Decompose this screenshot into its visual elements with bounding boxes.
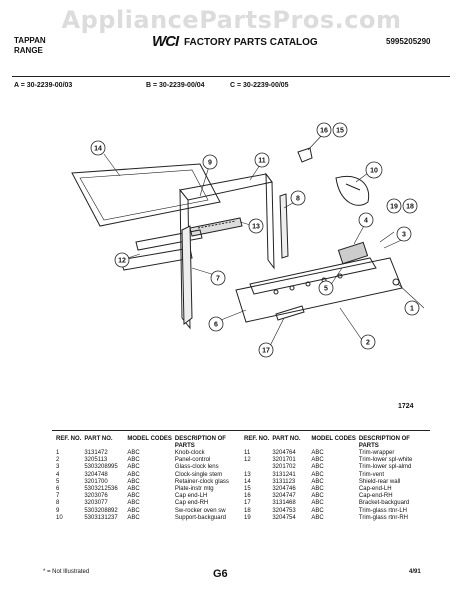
svg-text:12: 12 bbox=[118, 257, 126, 265]
cell-codes: ABC bbox=[311, 457, 324, 464]
svg-text:15: 15 bbox=[336, 127, 344, 135]
cell-codes: ABC bbox=[311, 500, 324, 507]
cell-desc: Trim-lower spl-almd bbox=[358, 464, 412, 471]
cell-desc: Knob-clock bbox=[174, 450, 205, 456]
cell-desc: Panel-control bbox=[174, 457, 211, 464]
table-row bbox=[244, 500, 426, 507]
cell-codes: ABC bbox=[127, 500, 140, 507]
cell-codes: ABC bbox=[127, 471, 140, 478]
cell-codes: ABC bbox=[127, 450, 140, 456]
cell-codes: ABC bbox=[311, 478, 324, 485]
table-row bbox=[56, 457, 240, 464]
cell-ref: 10 bbox=[56, 514, 63, 521]
cell-part: 3131468 bbox=[272, 500, 296, 507]
model-b: B = 30-2239-00/04 bbox=[146, 82, 205, 89]
cell-ref: 19 bbox=[244, 514, 251, 521]
svg-text:19: 19 bbox=[390, 203, 398, 211]
svg-text:6: 6 bbox=[214, 321, 218, 329]
part-header: PART NO. bbox=[272, 436, 301, 442]
table-row bbox=[56, 479, 240, 486]
parts-table-right bbox=[244, 436, 426, 522]
cell-desc: Cap end-RH bbox=[174, 500, 209, 507]
cell-codes: ABC bbox=[127, 457, 140, 464]
svg-text:1: 1 bbox=[410, 305, 414, 313]
table-row bbox=[244, 479, 426, 486]
ref-header: REF. NO. bbox=[244, 436, 270, 442]
table-row bbox=[56, 508, 240, 515]
brand-name: TAPPAN bbox=[14, 36, 46, 45]
cell-ref: 14 bbox=[244, 478, 251, 485]
cell-ref: 17 bbox=[244, 500, 251, 507]
table-row bbox=[244, 457, 426, 464]
cell-codes: ABC bbox=[127, 464, 140, 471]
cell-part: 3131241 bbox=[272, 471, 296, 478]
cell-part: 3203077 bbox=[84, 500, 108, 507]
footnote: * = Not Illustrated bbox=[43, 569, 90, 575]
cell-part: 3131123 bbox=[272, 478, 296, 485]
cell-part: 3204746 bbox=[272, 486, 296, 493]
cell-codes: ABC bbox=[311, 493, 324, 500]
cell-desc: Plate-instr mtg bbox=[174, 486, 214, 493]
svg-text:10: 10 bbox=[370, 167, 378, 175]
table-header bbox=[244, 436, 426, 450]
catalog-number: 5995205290 bbox=[386, 37, 431, 46]
table-row bbox=[244, 508, 426, 515]
desc-header: DESCRIPTION OF PARTS bbox=[174, 436, 226, 449]
table-row bbox=[56, 500, 240, 507]
cell-ref: 12 bbox=[244, 457, 251, 464]
revision-date: 4/91 bbox=[409, 569, 421, 575]
cell-codes: ABC bbox=[311, 471, 324, 478]
product-type: RANGE bbox=[14, 46, 43, 55]
cell-ref: 5 bbox=[56, 478, 60, 485]
cell-desc: Shield-rear wall bbox=[358, 478, 401, 485]
model-a: A = 30-2239-00/03 bbox=[14, 82, 73, 89]
table-row bbox=[244, 472, 426, 479]
cell-ref: 15 bbox=[244, 486, 251, 493]
table-row bbox=[56, 472, 240, 479]
table-row bbox=[56, 486, 240, 493]
cell-ref: 4 bbox=[56, 471, 60, 478]
brand-block bbox=[14, 36, 46, 56]
model-c: C = 30-2239-00/05 bbox=[230, 82, 289, 89]
cell-part: 3204747 bbox=[272, 493, 296, 500]
svg-text:13: 13 bbox=[252, 223, 260, 231]
table-row bbox=[56, 493, 240, 500]
cell-codes: ABC bbox=[127, 514, 140, 521]
cell-ref: 3 bbox=[56, 464, 60, 471]
cell-desc: Cap end-LH bbox=[174, 493, 208, 500]
cell-desc: Trim-wrapper bbox=[358, 450, 395, 456]
exploded-parts-diagram bbox=[40, 118, 440, 368]
svg-text:9: 9 bbox=[208, 159, 212, 167]
svg-text:3: 3 bbox=[402, 231, 406, 239]
table-row bbox=[244, 515, 426, 522]
svg-text:18: 18 bbox=[406, 203, 414, 211]
cell-ref: 18 bbox=[244, 507, 251, 514]
cell-part: 5303208892 bbox=[84, 507, 118, 514]
cell-ref: 7 bbox=[56, 493, 60, 500]
svg-text:4: 4 bbox=[364, 217, 368, 225]
model-header: MODEL CODES bbox=[127, 436, 172, 442]
cell-codes: ABC bbox=[127, 478, 140, 485]
cell-part: 3131472 bbox=[84, 450, 108, 456]
table-row bbox=[56, 450, 240, 457]
cell-ref: 9 bbox=[56, 507, 60, 514]
cell-part: 3204748 bbox=[84, 471, 108, 478]
cell-part: 3201700 bbox=[84, 478, 108, 485]
parts-table-left bbox=[56, 436, 240, 522]
cell-desc: Cap-end-LH bbox=[358, 486, 392, 493]
cell-part: 3201701 bbox=[272, 457, 296, 464]
cell-part: 3201702 bbox=[272, 464, 296, 471]
ref-header: REF. NO. bbox=[56, 436, 82, 442]
cell-part: 5303131237 bbox=[84, 514, 118, 521]
cell-codes: ABC bbox=[311, 514, 324, 521]
cell-desc: Trim-vent bbox=[358, 471, 385, 478]
cell-desc: Clock-single stem bbox=[174, 471, 223, 478]
header-divider bbox=[12, 76, 450, 77]
cell-part: 5303212536 bbox=[84, 486, 118, 493]
cell-desc: Sw-rocker oven sw bbox=[174, 507, 226, 514]
cell-ref bbox=[244, 464, 272, 471]
table-row bbox=[244, 486, 426, 493]
desc-header: DESCRIPTION OF PARTS bbox=[358, 436, 410, 449]
cell-part: 3203076 bbox=[84, 493, 108, 500]
model-header: MODEL CODES bbox=[311, 436, 356, 442]
cell-desc: Trim-glass rtnr-RH bbox=[358, 514, 409, 521]
cell-codes: ABC bbox=[311, 464, 324, 471]
cell-ref: 6 bbox=[56, 486, 60, 493]
cell-ref: 8 bbox=[56, 500, 60, 507]
cell-codes: ABC bbox=[127, 486, 140, 493]
table-row bbox=[244, 450, 426, 457]
cell-ref: 2 bbox=[56, 457, 60, 464]
table-row bbox=[244, 464, 426, 471]
cell-ref: 13 bbox=[244, 471, 251, 478]
cell-desc: Trim-glass rtnr-LH bbox=[358, 507, 408, 514]
cell-codes: ABC bbox=[311, 486, 324, 493]
cell-desc: Cap-end-RH bbox=[358, 493, 393, 500]
table-top-rule bbox=[52, 430, 430, 431]
cell-ref: 11 bbox=[244, 450, 251, 456]
cell-desc: Glass-clock lens bbox=[174, 464, 219, 471]
cell-part: 5303208995 bbox=[84, 464, 118, 471]
cell-part: 3204764 bbox=[272, 450, 296, 456]
cell-desc: Bracket-backguard bbox=[358, 500, 410, 507]
figure-number: 1724 bbox=[398, 403, 414, 410]
svg-text:16: 16 bbox=[320, 127, 328, 135]
table-row bbox=[56, 515, 240, 522]
cell-part: 3204754 bbox=[272, 514, 296, 521]
svg-text:11: 11 bbox=[258, 157, 266, 165]
table-row bbox=[56, 464, 240, 471]
part-header: PART NO. bbox=[84, 436, 113, 442]
cell-codes: ABC bbox=[311, 450, 324, 456]
cell-desc: Retainer-clock glass bbox=[174, 478, 229, 485]
cell-part: 3204753 bbox=[272, 507, 296, 514]
catalog-title: FACTORY PARTS CATALOG bbox=[184, 37, 318, 48]
cell-desc: Support-backguard bbox=[174, 514, 226, 521]
cell-codes: ABC bbox=[127, 493, 140, 500]
page-number: G6 bbox=[213, 568, 228, 580]
svg-text:14: 14 bbox=[94, 145, 102, 153]
svg-text:5: 5 bbox=[324, 285, 328, 293]
watermark: AppliancePartsPros.com bbox=[61, 6, 402, 34]
svg-text:17: 17 bbox=[262, 347, 270, 355]
svg-text:2: 2 bbox=[366, 339, 370, 347]
svg-text:8: 8 bbox=[296, 195, 300, 203]
cell-desc: Trim-lower spl-white bbox=[358, 457, 413, 464]
cell-ref: 16 bbox=[244, 493, 251, 500]
cell-codes: ABC bbox=[127, 507, 140, 514]
wci-logo: WCI bbox=[152, 33, 179, 50]
cell-part: 3205113 bbox=[84, 457, 108, 464]
svg-text:7: 7 bbox=[216, 275, 220, 283]
table-header bbox=[56, 436, 240, 450]
cell-ref: 1 bbox=[56, 450, 60, 456]
cell-codes: ABC bbox=[311, 507, 324, 514]
table-row bbox=[244, 493, 426, 500]
